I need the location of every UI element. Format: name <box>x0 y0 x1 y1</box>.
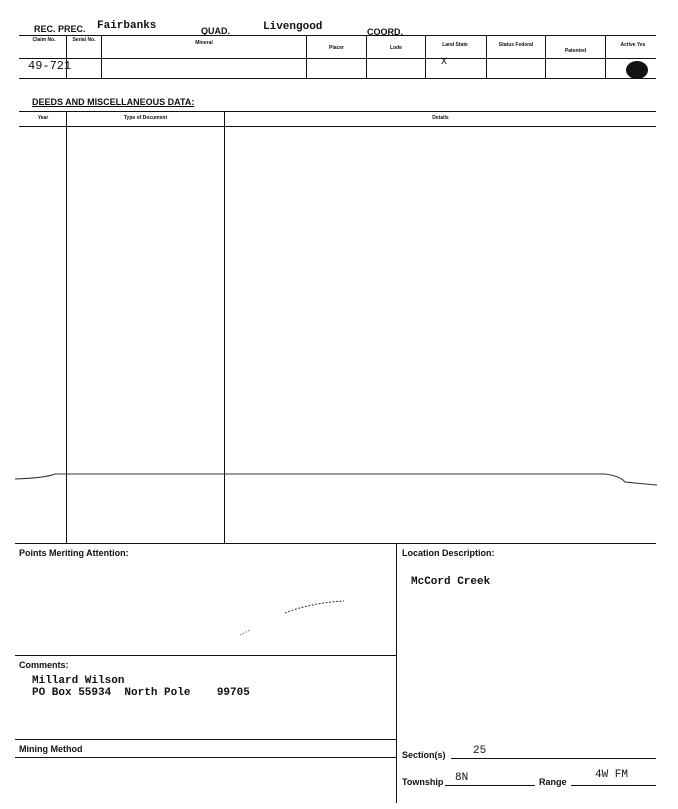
comments-line-1: Millard Wilson <box>32 675 125 687</box>
header-divider <box>605 35 606 78</box>
col-year: Year <box>37 115 49 121</box>
comments-line-2: PO Box 55934 North Pole 99705 <box>32 687 250 699</box>
col-active-yes: Active Yes <box>620 42 646 48</box>
township-line <box>445 785 535 786</box>
rec-prec-value: Fairbanks <box>97 20 157 32</box>
location-label: Location Description: <box>402 548 495 558</box>
header-divider <box>425 35 426 78</box>
deeds-top-rule <box>19 111 656 112</box>
fold-line <box>15 466 660 490</box>
points-label: Points Meriting Attention: <box>19 548 129 558</box>
lower-top-rule <box>15 543 656 544</box>
coord-label: COORD. <box>367 27 403 37</box>
lower-center-divider <box>396 543 397 803</box>
section-label: Section(s) <box>402 750 446 760</box>
township-value: 8N <box>455 772 469 784</box>
header-top-rule <box>19 35 656 36</box>
mining-label: Mining Method <box>19 744 83 754</box>
comments-label: Comments: <box>19 660 69 670</box>
section-line <box>451 758 656 759</box>
section-value: 25 <box>473 745 487 757</box>
mining-bottom-rule <box>15 757 396 758</box>
range-label: Range <box>539 777 567 787</box>
deeds-header-rule <box>19 126 656 127</box>
col-mineral: Mineral <box>195 40 213 46</box>
deeds-title: DEEDS AND MISCELLANEOUS DATA: <box>32 97 195 107</box>
claim-no-value: 49-721 <box>28 59 72 73</box>
col-claim-no: Claim No. <box>32 37 56 43</box>
range-line <box>571 785 656 786</box>
stray-marks <box>230 595 355 640</box>
rec-prec-label: REC. PREC. <box>34 24 86 34</box>
col-lode: Lode <box>390 45 402 51</box>
comments-top-rule <box>15 655 396 656</box>
col-serial-no: Serial No. <box>72 37 96 43</box>
quad-label: QUAD. <box>201 26 230 36</box>
header-divider <box>366 35 367 78</box>
mining-top-rule <box>15 739 396 740</box>
header-sub-rule <box>19 58 656 59</box>
range-value: 4W FM <box>595 769 629 781</box>
col-patented: Patented <box>564 48 587 54</box>
header-bottom-rule <box>19 78 656 79</box>
header-divider <box>486 35 487 78</box>
col-land-state: Land State <box>442 42 468 48</box>
township-label: Township <box>402 777 444 787</box>
col-placer: Placer <box>328 45 344 51</box>
header-divider <box>545 35 546 78</box>
location-value: McCord Creek <box>411 576 491 588</box>
quad-value: Livengood <box>263 21 323 33</box>
header-divider <box>306 35 307 78</box>
land-state-mark: X <box>441 57 448 68</box>
col-details: Details <box>432 115 449 121</box>
active-dot <box>626 61 648 79</box>
col-status-federal: Status Federal <box>498 42 534 48</box>
col-type-of-document: Type of Document <box>123 115 168 121</box>
